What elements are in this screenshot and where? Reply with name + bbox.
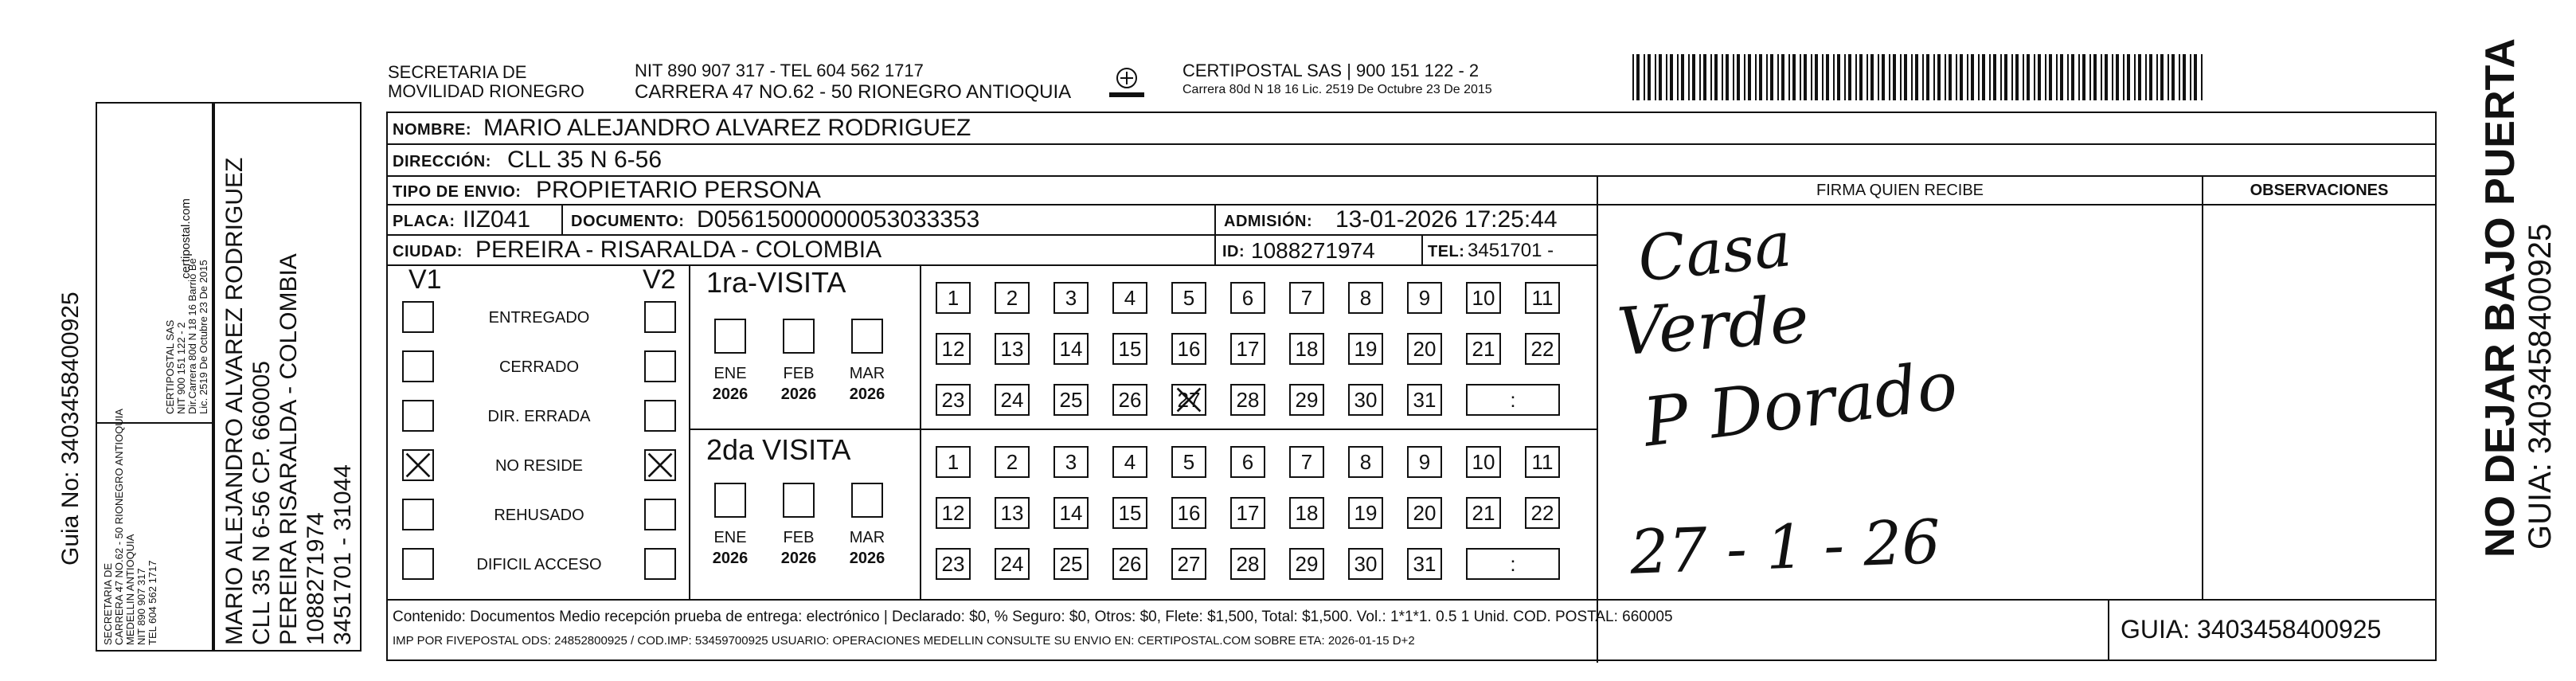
barcode-bar bbox=[2168, 54, 2169, 100]
day-box[interactable]: 5 bbox=[1171, 446, 1206, 478]
stub-recipient-line: PEREIRA RISARALDA - COLOMBIA bbox=[276, 253, 302, 645]
day-box[interactable]: 26 bbox=[1112, 384, 1147, 416]
stub-recipient-box bbox=[213, 102, 362, 652]
barcode-bar bbox=[2034, 54, 2035, 100]
v2-checkbox[interactable] bbox=[644, 548, 676, 580]
visits-area bbox=[388, 266, 1597, 601]
documento-cell bbox=[563, 205, 1216, 234]
day-box[interactable]: 20 bbox=[1407, 333, 1442, 365]
first-visit bbox=[690, 266, 1597, 430]
barcode-bar bbox=[2027, 54, 2030, 100]
barcode-bar bbox=[1670, 54, 1673, 100]
day-box[interactable]: 22 bbox=[1525, 333, 1560, 365]
day-box[interactable]: 8 bbox=[1348, 282, 1383, 314]
v2-checkbox[interactable] bbox=[644, 301, 676, 333]
month-year: 2026 bbox=[712, 386, 749, 403]
day-box[interactable]: 10 bbox=[1466, 446, 1501, 478]
day-box[interactable]: 17 bbox=[1230, 497, 1265, 529]
barcode-bar bbox=[1644, 54, 1645, 100]
day-box[interactable]: 24 bbox=[995, 384, 1030, 416]
barcode-bar bbox=[1900, 54, 1902, 100]
row-nombre bbox=[388, 113, 2435, 145]
day-box[interactable]: 15 bbox=[1112, 497, 1147, 529]
day-box[interactable]: 27 bbox=[1171, 548, 1206, 580]
day-box[interactable]: 16 bbox=[1171, 333, 1206, 365]
barcode-bar bbox=[2023, 54, 2024, 100]
day-box[interactable]: 13 bbox=[995, 497, 1030, 529]
month-checkbox[interactable] bbox=[714, 319, 746, 354]
row-placa bbox=[388, 205, 1597, 236]
observaciones-column bbox=[2203, 177, 2435, 601]
day-box[interactable]: 21 bbox=[1466, 333, 1501, 365]
day-box[interactable]: 30 bbox=[1348, 548, 1383, 580]
left-area bbox=[388, 177, 1673, 663]
barcode-bar bbox=[1681, 54, 1684, 100]
right-guia: GUIA: 3403458400925 bbox=[2523, 223, 2558, 550]
barcode-bar bbox=[1971, 54, 1974, 100]
nombre-value: MARIO ALEJANDRO ALVAREZ RODRIGUEZ bbox=[483, 115, 971, 141]
day-box[interactable]: 30 bbox=[1348, 384, 1383, 416]
barcode-bar bbox=[1922, 54, 1924, 100]
day-box[interactable]: 23 bbox=[936, 384, 971, 416]
barcode-bar bbox=[1945, 54, 1946, 100]
barcode-bar bbox=[2183, 54, 2186, 100]
v2-checkbox[interactable] bbox=[644, 499, 676, 530]
day-box[interactable]: 4 bbox=[1112, 282, 1147, 314]
first-visit-title: 1ra-VISITA bbox=[706, 266, 846, 299]
admision-label: ADMISIÓN: bbox=[1224, 213, 1313, 230]
documento-label: DOCUMENTO: bbox=[571, 213, 685, 230]
v1-checkbox[interactable] bbox=[402, 400, 434, 432]
barcode-bar bbox=[2105, 54, 2108, 100]
barcode-bar bbox=[1878, 54, 1879, 100]
day-box[interactable]: 26 bbox=[1112, 548, 1147, 580]
barcode-bar bbox=[1889, 54, 1890, 100]
day-box[interactable]: 14 bbox=[1053, 497, 1089, 529]
v1-checkbox[interactable] bbox=[402, 301, 434, 333]
barcode-bar bbox=[2201, 54, 2203, 100]
ciudad-value: PEREIRA - RISARALDA - COLOMBIA bbox=[475, 237, 882, 263]
month-year: 2026 bbox=[849, 386, 885, 403]
reason-label: CERRADO bbox=[498, 358, 579, 376]
barcode-bar bbox=[1677, 54, 1679, 100]
stub-certi-line: Dir.Carrera 80d N 18 16 Barrio Be bbox=[186, 258, 198, 414]
placa-cell bbox=[388, 205, 563, 234]
month-label: ENE bbox=[713, 529, 747, 546]
day-box[interactable]: 4 bbox=[1112, 446, 1147, 478]
barcode-bar bbox=[2067, 54, 2069, 100]
barcode-bar bbox=[1982, 54, 1985, 100]
v2-label: V2 bbox=[643, 264, 676, 295]
barcode-bar bbox=[1926, 54, 1929, 100]
day-box[interactable]: 16 bbox=[1171, 497, 1206, 529]
barcode-bar bbox=[2179, 54, 2180, 100]
firma-column bbox=[1598, 177, 2203, 601]
reason-label: REHUSADO bbox=[494, 507, 584, 524]
barcode-bar bbox=[2093, 54, 2097, 100]
day-box[interactable]: 11 bbox=[1525, 282, 1560, 314]
id-cell bbox=[1216, 236, 1423, 264]
month-year: 2026 bbox=[780, 386, 817, 403]
day-box[interactable]: 22 bbox=[1525, 497, 1560, 529]
stub-recipient-line: 3451701 - 31044 bbox=[330, 464, 356, 645]
day-box[interactable]: 25 bbox=[1053, 384, 1089, 416]
barcode-bar bbox=[2000, 54, 2002, 100]
barcode-bar bbox=[1788, 54, 1790, 100]
barcode-bar bbox=[2149, 54, 2152, 100]
day-box[interactable]: 24 bbox=[995, 548, 1030, 580]
barcode-bar bbox=[1893, 54, 1896, 100]
barcode-bar bbox=[1648, 54, 1651, 100]
day-box[interactable]: 27 bbox=[1171, 384, 1206, 416]
barcode-bar bbox=[2045, 54, 2046, 100]
barcode-bar bbox=[1632, 54, 1634, 100]
barcode-bar bbox=[2112, 54, 2113, 100]
barcode-bar bbox=[2145, 54, 2147, 100]
x-mark-icon bbox=[404, 451, 432, 479]
v1-checkbox[interactable] bbox=[402, 548, 434, 580]
tipo-value: PROPIETARIO PERSONA bbox=[536, 177, 821, 203]
day-box[interactable]: 9 bbox=[1407, 282, 1442, 314]
barcode-bar bbox=[1844, 54, 1846, 100]
barcode-bar bbox=[1867, 54, 1868, 100]
month-year: 2026 bbox=[849, 550, 885, 567]
placa-value: IIZ041 bbox=[463, 206, 531, 233]
month-label: MAR bbox=[849, 365, 885, 382]
day-box[interactable]: 17 bbox=[1230, 333, 1265, 365]
barcode-bar bbox=[1811, 54, 1812, 100]
barcode-bar bbox=[1989, 54, 1991, 100]
barcode-bar bbox=[2071, 54, 2074, 100]
barcode-bar bbox=[1815, 54, 1818, 100]
day-box[interactable]: 18 bbox=[1289, 333, 1324, 365]
tel-value: 3451701 - bbox=[1468, 240, 1554, 261]
barcode-bar bbox=[1766, 54, 1768, 100]
month-year: 2026 bbox=[780, 550, 817, 567]
barcode-bar bbox=[1792, 54, 1796, 100]
footer-line-2: IMP POR FIVEPOSTAL ODS: 24852800925 / COD.IMP: 53459700925 USUARIO: OPERACIONES MEDELLIN CONSULTE SU ENVIO EN: CERTIPOSTAL.COM SOBRE ETA: 2026-01-15 D+2 bbox=[393, 634, 1415, 648]
observaciones-label: OBSERVACIONES bbox=[2250, 182, 2389, 199]
ciudad-cell bbox=[388, 236, 1216, 264]
sender-line-1: SECRETARIA DE bbox=[388, 62, 527, 82]
time-box[interactable]: : bbox=[1466, 548, 1560, 580]
stub-sender-line: SECRETARIA DE bbox=[102, 562, 114, 645]
barcode-bar bbox=[2171, 54, 2175, 100]
day-box[interactable]: 5 bbox=[1171, 282, 1206, 314]
day-box[interactable]: 7 bbox=[1289, 446, 1324, 478]
barcode-bar bbox=[1755, 54, 1757, 100]
month-year: 2026 bbox=[712, 550, 749, 567]
barcode-bar bbox=[1949, 54, 1952, 100]
day-box[interactable]: 1 bbox=[936, 446, 971, 478]
barcode-bar bbox=[2156, 54, 2158, 100]
barcode-bar bbox=[2038, 54, 2041, 100]
v1-checkbox[interactable] bbox=[402, 350, 434, 382]
direccion-label: DIRECCIÓN: bbox=[393, 153, 491, 170]
v2-checkbox[interactable] bbox=[644, 350, 676, 382]
barcode-bar bbox=[1911, 54, 1913, 100]
barcode-bar bbox=[1882, 54, 1885, 100]
barcode-bar bbox=[1822, 54, 1824, 100]
month-checkbox[interactable] bbox=[783, 483, 815, 518]
barcode-bar bbox=[2127, 54, 2130, 100]
stub-recipient-line: MARIO ALEJANDRO ALVAREZ RODRIGUEZ bbox=[221, 157, 248, 645]
footer-guia-box bbox=[2108, 601, 2435, 661]
month-checkbox[interactable] bbox=[851, 483, 883, 518]
barcode-bar bbox=[1710, 54, 1712, 100]
month-label: FEB bbox=[783, 365, 815, 382]
barcode-bar bbox=[2078, 54, 2080, 100]
stub-certi-line: NIT 900 151 122 - 2 bbox=[175, 322, 187, 414]
barcode-bar bbox=[1744, 54, 1745, 100]
barcode-bar bbox=[2049, 54, 2052, 100]
main-form bbox=[386, 112, 2437, 661]
nit-line-1: NIT 890 907 317 - TEL 604 562 1717 bbox=[635, 61, 924, 80]
first-visit-months bbox=[690, 266, 921, 430]
barcode-bar bbox=[1733, 54, 1734, 100]
stub-guia-number: Guia No: 3403458400925 bbox=[57, 292, 84, 566]
observaciones-header bbox=[2203, 177, 2435, 205]
barcode-bar bbox=[1655, 54, 1656, 100]
stub-sender-box bbox=[96, 102, 213, 652]
barcode-bar bbox=[2015, 54, 2019, 100]
firma-label: FIRMA QUIEN RECIBE bbox=[1816, 182, 1984, 199]
handwriting-line-2: Verde bbox=[1614, 281, 1812, 371]
day-box[interactable]: 18 bbox=[1289, 497, 1324, 529]
barcode-bar bbox=[2060, 54, 2063, 100]
barcode-bar bbox=[1993, 54, 1996, 100]
stub-sender-line: CARRERA 47 NO.62 - 50 RIONEGRO ANTIOQUIA bbox=[113, 409, 125, 645]
reason-label: NO RESIDE bbox=[494, 457, 584, 475]
barcode-bar bbox=[1759, 54, 1762, 100]
carrier-line-2: Carrera 80d N 18 16 Lic. 2519 De Octubre 23 De 2015 bbox=[1182, 83, 1492, 96]
barcode-bar bbox=[1804, 54, 1807, 100]
barcode-bar bbox=[2082, 54, 2085, 100]
reason-label: DIR. ERRADA bbox=[487, 408, 591, 425]
barcode-bar bbox=[1956, 54, 1957, 100]
footer bbox=[388, 601, 1673, 663]
barcode-bar bbox=[1659, 54, 1662, 100]
day-box[interactable]: 21 bbox=[1466, 497, 1501, 529]
day-box[interactable]: 20 bbox=[1407, 497, 1442, 529]
admision-value: 13-01-2026 17:25:44 bbox=[1335, 206, 1558, 233]
barcode-bar bbox=[1870, 54, 1874, 100]
firma-header bbox=[1598, 177, 2202, 205]
reason-label: ENTREGADO bbox=[488, 309, 590, 327]
barcode-bar bbox=[2194, 54, 2197, 100]
barcode-bar bbox=[1833, 54, 1835, 100]
reason-label: DIFICIL ACCESO bbox=[476, 556, 602, 573]
barcode-bar bbox=[1967, 54, 1968, 100]
day-box[interactable]: 10 bbox=[1466, 282, 1501, 314]
v2-checkbox[interactable] bbox=[644, 400, 676, 432]
nit-line-2: CARRERA 47 NO.62 - 50 RIONEGRO ANTIOQUIA bbox=[635, 81, 1072, 103]
barcode-bar bbox=[1777, 54, 1779, 100]
barcode-bar bbox=[2004, 54, 2007, 100]
second-visit bbox=[690, 430, 1597, 601]
barcode-bar bbox=[2089, 54, 2091, 100]
time-box[interactable]: : bbox=[1466, 384, 1560, 416]
day-box[interactable]: 12 bbox=[936, 497, 971, 529]
day-box[interactable]: 19 bbox=[1348, 497, 1383, 529]
stub-sender-line: TEL 604 562 1717 bbox=[147, 560, 158, 645]
day-box[interactable]: 28 bbox=[1230, 384, 1265, 416]
month-checkbox[interactable] bbox=[783, 319, 815, 354]
day-box[interactable]: 11 bbox=[1525, 446, 1560, 478]
second-visit-title: 2da VISITA bbox=[706, 433, 851, 466]
barcode-bar bbox=[1960, 54, 1963, 100]
day-box[interactable]: 29 bbox=[1289, 548, 1324, 580]
barcode-bar bbox=[1904, 54, 1907, 100]
id-value: 1088271974 bbox=[1251, 238, 1375, 263]
month-label: ENE bbox=[713, 365, 747, 382]
day-box[interactable]: 15 bbox=[1112, 333, 1147, 365]
barcode-bar bbox=[1726, 54, 1729, 100]
carrier-line-1: CERTIPOSTAL SAS | 900 151 122 - 2 bbox=[1182, 61, 1480, 80]
v1-checkbox[interactable] bbox=[402, 499, 434, 530]
day-box[interactable]: 12 bbox=[936, 333, 971, 365]
day-box[interactable]: 3 bbox=[1053, 446, 1089, 478]
day-box[interactable]: 13 bbox=[995, 333, 1030, 365]
footer-guia: GUIA: 3403458400925 bbox=[2121, 615, 2382, 644]
day-box[interactable]: 1 bbox=[936, 282, 971, 314]
sender-line-2: MOVILIDAD RIONEGRO bbox=[388, 81, 584, 101]
barcode-bar bbox=[1855, 54, 1857, 100]
id-label: ID: bbox=[1222, 243, 1245, 260]
barcode-bar bbox=[1933, 54, 1935, 100]
barcode-bar bbox=[1666, 54, 1667, 100]
day-box[interactable]: 31 bbox=[1407, 548, 1442, 580]
month-checkbox[interactable] bbox=[851, 319, 883, 354]
barcode-bar bbox=[1859, 54, 1863, 100]
barcode-bar bbox=[1978, 54, 1980, 100]
barcode-bar bbox=[1703, 54, 1706, 100]
barcode-bar bbox=[1781, 54, 1784, 100]
month-checkbox[interactable] bbox=[714, 483, 746, 518]
day-box[interactable]: 3 bbox=[1053, 282, 1089, 314]
row-ciudad bbox=[388, 236, 1597, 266]
barcode-bar bbox=[1636, 54, 1640, 100]
certipostal-logo-icon bbox=[1103, 64, 1151, 100]
barcode-bar bbox=[1688, 54, 1690, 100]
x-mark-icon bbox=[646, 451, 674, 479]
direccion-value: CLL 35 N 6-56 bbox=[507, 147, 663, 173]
barcode bbox=[1632, 54, 2206, 100]
barcode-bar bbox=[1737, 54, 1740, 100]
handwriting-date: 27 - 1 - 26 bbox=[1628, 506, 1942, 588]
barcode-bar bbox=[2134, 54, 2136, 100]
barcode-bar bbox=[2056, 54, 2058, 100]
barcode-bar bbox=[1848, 54, 1851, 100]
day-box[interactable]: 23 bbox=[936, 548, 971, 580]
right-notice: NO DEJAR BAJO PUERTA bbox=[2477, 37, 2523, 558]
v2-checkbox[interactable] bbox=[644, 449, 676, 481]
barcode-bar bbox=[1748, 54, 1751, 100]
day-box[interactable]: 8 bbox=[1348, 446, 1383, 478]
day-box[interactable]: 9 bbox=[1407, 446, 1442, 478]
barcode-bar bbox=[2123, 54, 2125, 100]
stub-certi-line: CERTIPOSTAL SAS bbox=[164, 319, 176, 414]
stub-sender-line: MEDELLIN ANTIOQUIA bbox=[124, 534, 136, 645]
barcode-bar bbox=[1800, 54, 1801, 100]
second-visit-months bbox=[690, 430, 921, 601]
barcode-bar bbox=[2190, 54, 2191, 100]
v1-label: V1 bbox=[408, 264, 442, 295]
day-box[interactable]: 14 bbox=[1053, 333, 1089, 365]
ciudad-label: CIUDAD: bbox=[393, 243, 463, 260]
barcode-bar bbox=[2160, 54, 2164, 100]
stub-recipient-line: CLL 35 N 6-56 CP. 660005 bbox=[248, 361, 275, 645]
month-label: FEB bbox=[783, 529, 815, 546]
barcode-bar bbox=[1722, 54, 1723, 100]
day-box[interactable]: 29 bbox=[1289, 384, 1324, 416]
day-box[interactable]: 25 bbox=[1053, 548, 1089, 580]
day-box[interactable]: 6 bbox=[1230, 282, 1265, 314]
barcode-bar bbox=[1699, 54, 1701, 100]
placa-label: PLACA: bbox=[393, 213, 455, 230]
day-box[interactable]: 28 bbox=[1230, 548, 1265, 580]
stub-certi-web: certipostal.com bbox=[179, 198, 193, 279]
stub-certi-line: Lic. 2519 De Octubre 23 De 2015 bbox=[197, 260, 209, 414]
barcode-bar bbox=[1915, 54, 1918, 100]
tel-label: TEL: bbox=[1428, 243, 1465, 260]
barcode-bar bbox=[1770, 54, 1773, 100]
barcode-bar bbox=[1937, 54, 1941, 100]
day-box[interactable]: 6 bbox=[1230, 446, 1265, 478]
row-direccion bbox=[388, 145, 2435, 177]
barcode-bar bbox=[2116, 54, 2119, 100]
documento-value: D05615000000053033353 bbox=[697, 206, 980, 233]
reasons-column bbox=[388, 266, 690, 601]
x-mark-icon bbox=[1173, 386, 1205, 414]
handwriting-line-1: Casa bbox=[1634, 209, 1795, 296]
barcode-bar bbox=[1826, 54, 1829, 100]
v1-checkbox[interactable] bbox=[402, 449, 434, 481]
barcode-bar bbox=[1692, 54, 1695, 100]
barcode-bar bbox=[2138, 54, 2141, 100]
day-box[interactable]: 7 bbox=[1289, 282, 1324, 314]
day-box[interactable]: 2 bbox=[995, 282, 1030, 314]
nombre-label: NOMBRE: bbox=[393, 121, 472, 139]
barcode-bar bbox=[2101, 54, 2102, 100]
day-box[interactable]: 2 bbox=[995, 446, 1030, 478]
barcode-bar bbox=[1714, 54, 1718, 100]
barcode-bar bbox=[2011, 54, 2013, 100]
day-box[interactable]: 31 bbox=[1407, 384, 1442, 416]
stub-recipient-line: 1088271974 bbox=[303, 512, 329, 645]
barcode-bar bbox=[1837, 54, 1840, 100]
footer-line-1: Contenido: Documentos Medio recepción prueba de entrega: electrónico | Declarado: $0, % Seguro: $0, Otros: $0, Flete: $1,500, Total: $1,500. Vol.: 1*1*1. 0.5 1 Unid. COD. POSTAL: 660005 bbox=[393, 609, 1673, 625]
stub-divider bbox=[97, 422, 212, 424]
row-tipo bbox=[388, 177, 1597, 205]
tipo-label: TIPO DE ENVIO: bbox=[393, 183, 522, 201]
stub-sender-line: NIT 890 907 317 bbox=[135, 568, 147, 645]
day-box[interactable]: 19 bbox=[1348, 333, 1383, 365]
handwriting-line-3: P Dorado bbox=[1639, 346, 1962, 462]
month-label: MAR bbox=[849, 529, 885, 546]
left-stub bbox=[0, 0, 366, 681]
